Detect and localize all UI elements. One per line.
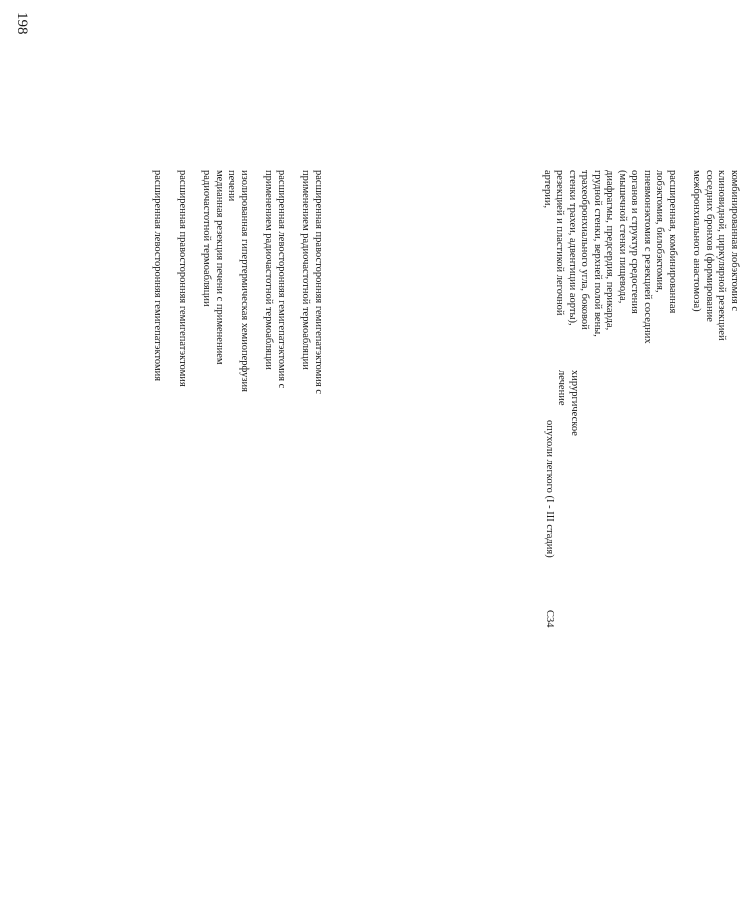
treatment-item: расширенная левосторонняя гемигепатэктомия — [152, 170, 164, 382]
method: хирургическое лечение — [556, 370, 580, 436]
page-number: 198 — [14, 12, 30, 35]
lower-treatments — [541, 170, 740, 355]
treatment-item: расширенная правосторонняя гемигепатэктомия — [177, 170, 188, 387]
upper-treatments — [139, 170, 324, 405]
treatment-item: комбинированная лобэктомия с клиновидной, циркулярной резекцией соседних бронхов (формирование межбронхиального анастомоза) — [691, 170, 740, 341]
icd-code: C34 — [544, 610, 555, 628]
upper-block — [134, 170, 324, 410]
lower-block — [515, 170, 740, 650]
treatment-item: расширенная левосторонняя гемигепатэктомия с применением радиочастотной термоабляции — [263, 170, 287, 389]
diagnosis: опухоли легкого (I - III стадия) — [544, 420, 555, 558]
treatment-item: расширенная, комбинированная лобэктомия, билобэктомия, пневмонэктомия с резекцией соседних органов и структур средостения (мышечной стенки пищевода, диафрагмы, предсердия, перикарда, грудной стенки, верхней полой вены, трахеобронхиального угла, боковой стенки трахеи, адвентиции аорты), резекцией и пластикой легочной артерии, — [542, 170, 678, 344]
treatment-item: изолированная гипертермическая хемиоперфузия печени — [226, 170, 250, 392]
treatment-item: медианная резекция печени с применением радиочастотной термоабляции — [201, 170, 225, 365]
treatment-item: расширенная правосторонняя гемигепатэктомия с применением радиочастотной термоабляции — [300, 170, 324, 394]
